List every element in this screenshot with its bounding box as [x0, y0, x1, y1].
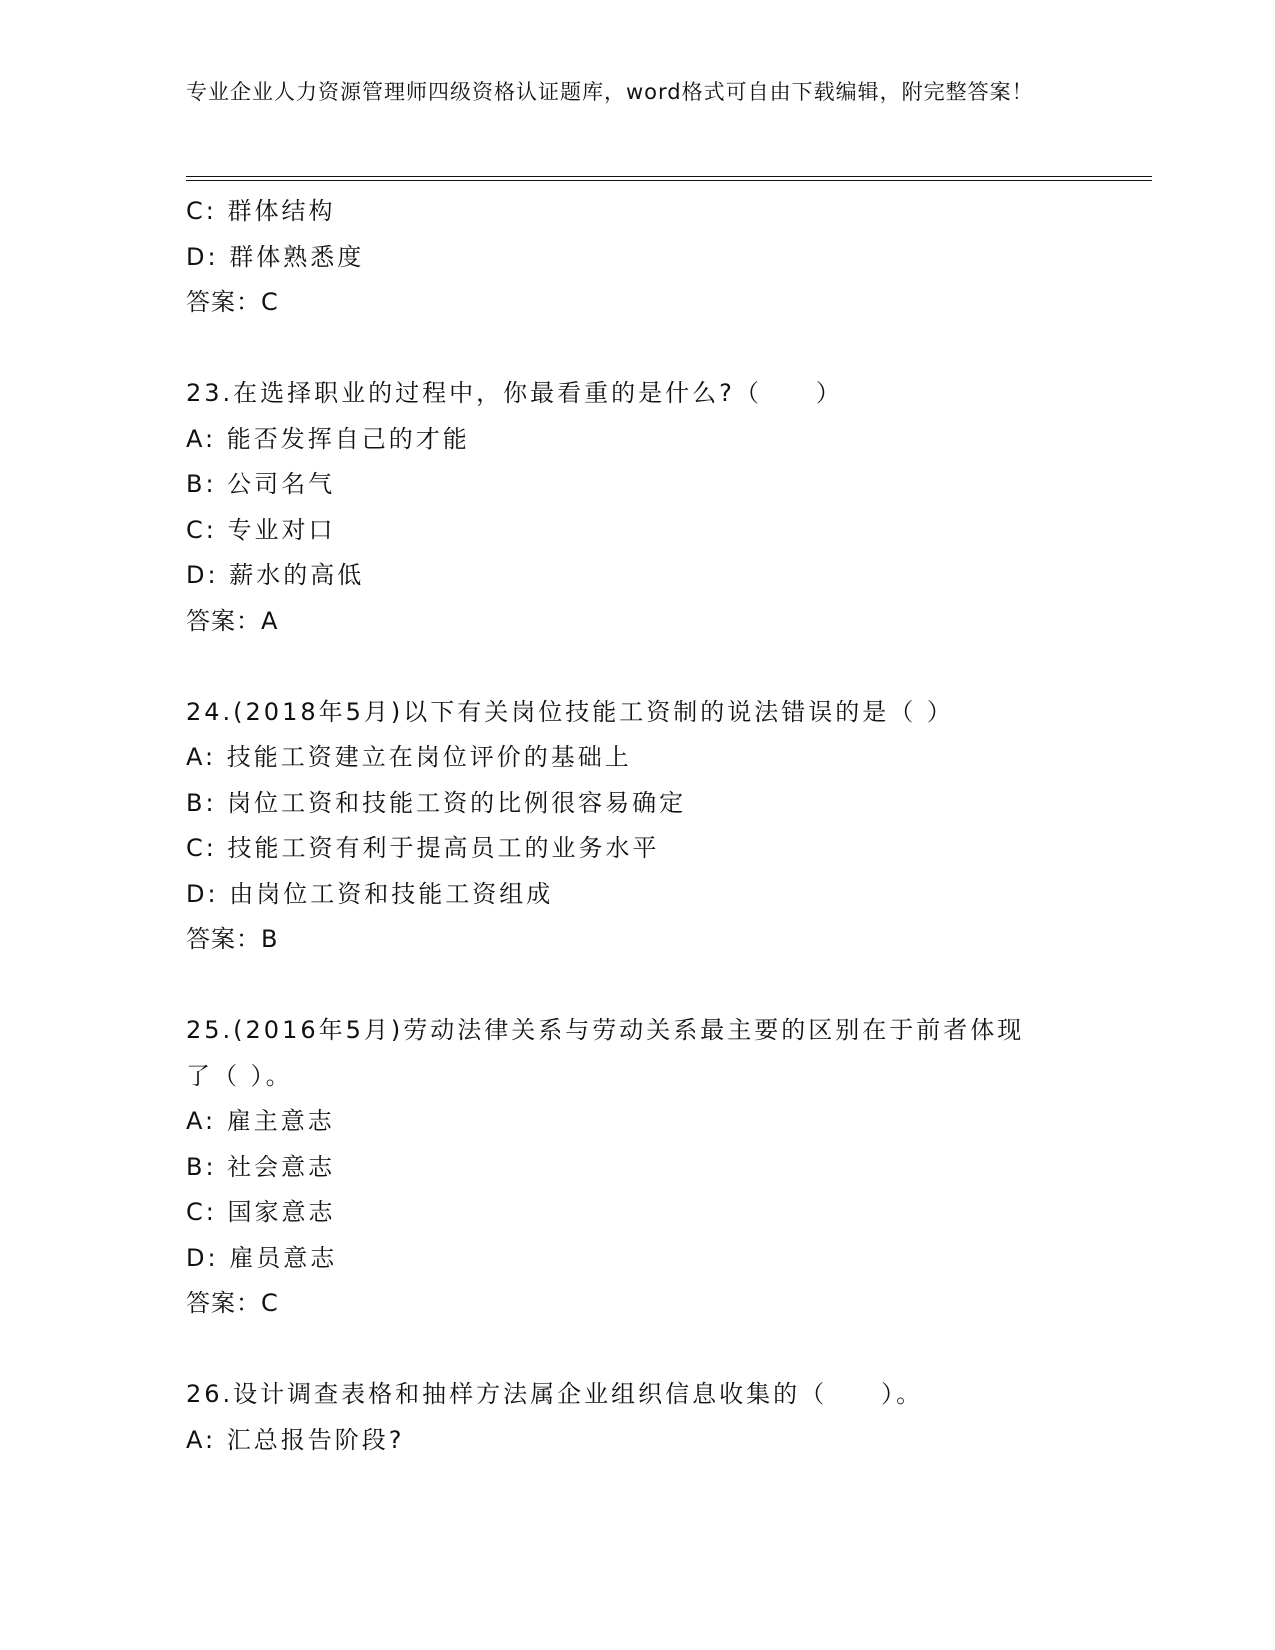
- option-d: D: 雇员意志: [186, 1243, 338, 1272]
- page-header: 专业企业人力资源管理师四级资格认证题库，word格式可自由下载编辑，附完整答案！: [186, 80, 1034, 104]
- question-25: [186, 1008, 1116, 1327]
- question-stem-line-2: 了（ ）。: [186, 1061, 293, 1090]
- option-c: C: 技能工资有利于提高员工的业务水平: [186, 834, 660, 862]
- question-24: [186, 690, 1116, 963]
- option-a: A: 汇总报告阶段?: [186, 1425, 405, 1454]
- option-b: B: 公司名气: [186, 470, 336, 498]
- option-d: D: 群体熟悉度: [186, 242, 365, 271]
- question-22-continued: [186, 189, 1116, 326]
- option-b: B: 社会意志: [186, 1152, 336, 1181]
- question-stem: 26.设计调查表格和抽样方法属企业组织信息收集的（ ）。: [186, 1380, 924, 1408]
- option-d: D: 由岗位工资和技能工资组成: [186, 879, 554, 908]
- answer: 答案：A: [186, 606, 279, 635]
- spacer: [186, 644, 1116, 690]
- option-d: D: 薪水的高低: [186, 561, 365, 589]
- option-c: C: 国家意志: [186, 1198, 336, 1226]
- answer: 答案：C: [186, 1289, 279, 1317]
- question-stem: 23.在选择职业的过程中，你最看重的是什么?（ ）: [186, 379, 843, 407]
- option-a: A: 技能工资建立在岗位评价的基础上: [186, 743, 632, 771]
- option-b: B: 岗位工资和技能工资的比例很容易确定: [186, 788, 687, 817]
- answer: 答案：B: [186, 925, 279, 953]
- answer: 答案：C: [186, 288, 279, 316]
- spacer: [186, 963, 1116, 1009]
- spacer: [186, 1327, 1116, 1373]
- question-stem-line-1: 25.(2016年5月)劳动法律关系与劳动关系最主要的区别在于前者体现: [186, 1016, 1025, 1044]
- document-body: [186, 189, 1116, 1463]
- option-c: C: 群体结构: [186, 197, 336, 225]
- question-26: [186, 1372, 1116, 1463]
- option-c: C: 专业对口: [186, 515, 336, 544]
- question-stem: 24.(2018年5月)以下有关岗位技能工资制的说法错误的是（ ）: [186, 697, 954, 726]
- question-23: [186, 371, 1116, 644]
- header-divider: [186, 176, 1152, 181]
- spacer: [186, 326, 1116, 372]
- option-a: A: 能否发挥自己的才能: [186, 424, 470, 453]
- option-a: A: 雇主意志: [186, 1107, 335, 1135]
